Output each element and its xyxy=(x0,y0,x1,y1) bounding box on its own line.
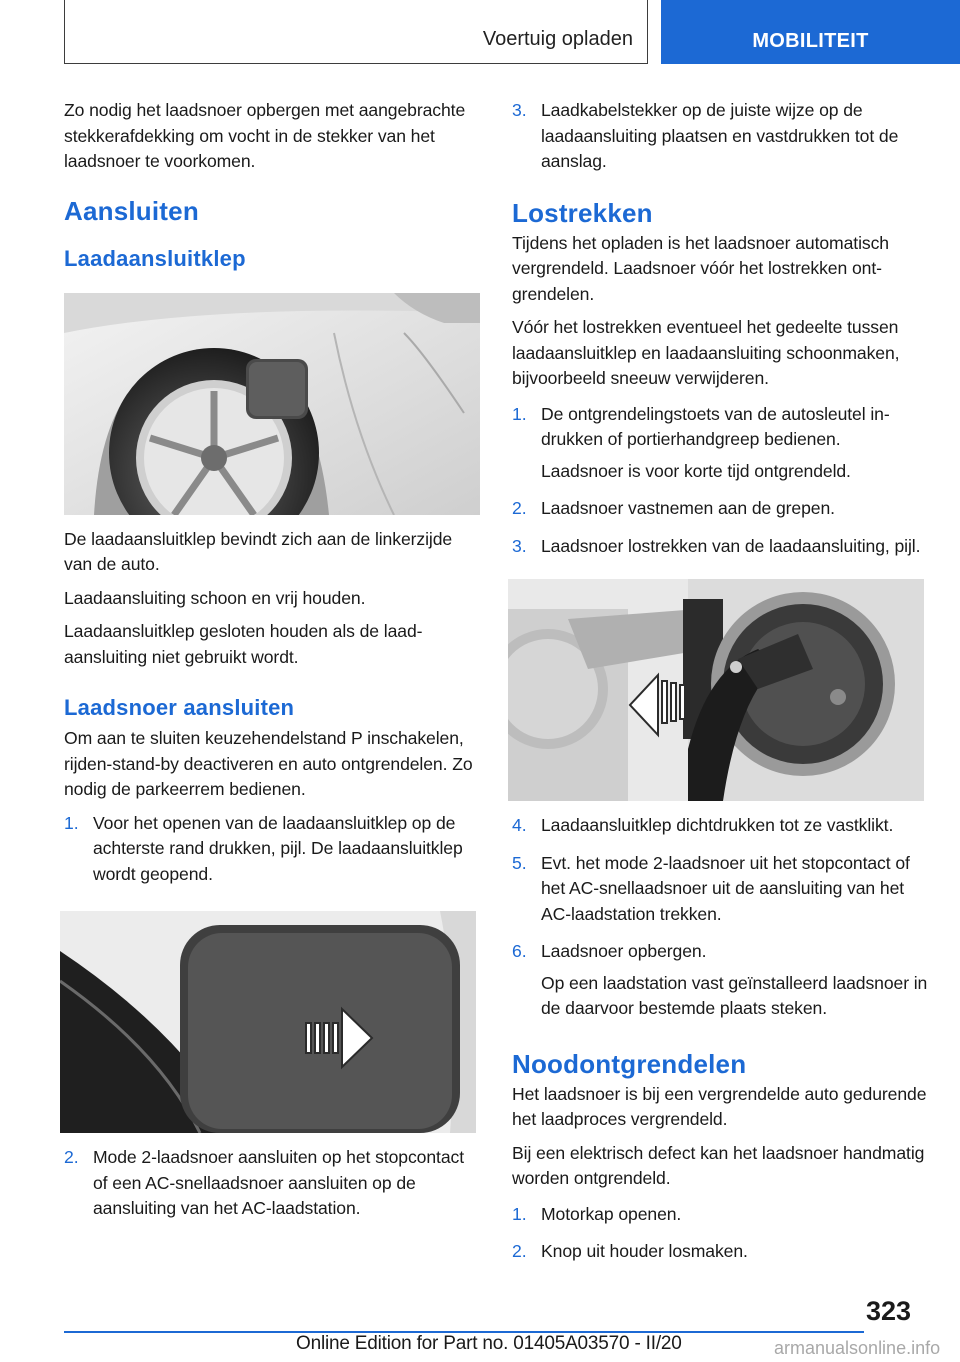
list-item xyxy=(512,1239,928,1271)
step-number: 1. xyxy=(64,812,79,833)
chapter-tab[interactable]: MOBILITEIT xyxy=(661,0,960,64)
step-number: 3. xyxy=(512,100,527,120)
list-item xyxy=(512,402,928,491)
footer-edition: Online Edition for Part no. 01405A03570 - II/20 xyxy=(296,1333,682,1354)
plug-pull-image xyxy=(508,579,924,801)
left-column xyxy=(64,98,480,1234)
watermark: armanualsonline.info xyxy=(774,1338,941,1358)
list-item xyxy=(64,811,480,894)
step-number: 2. xyxy=(512,498,527,518)
list-item xyxy=(512,98,928,181)
flap-arrow-image xyxy=(60,911,476,1133)
step-number: 1. xyxy=(512,403,527,424)
step-text: Evt. het mode 2-laadsnoer uit het stopcontact of het AC-snellaadsnoer uit de aansluiting van het AC-laadstation trekken. xyxy=(541,852,910,924)
paragraph-locked: Tijdens het opladen is het laadsnoer automatisch vergrendeld. Laadsnoer vóór het lostrekken ontgrendelen. xyxy=(512,232,889,304)
list-item xyxy=(512,851,928,934)
paragraph-location: De laadaansluitklep bevindt zich aan de linkerzijde van de auto. xyxy=(64,528,453,574)
step-text: Mode 2-laadsnoer aansluiten op het stopcontact of een AC-snellaadsnoer aansluiten op de aansluiting van het AC-laadstation. xyxy=(93,1147,464,1218)
step-text: De ontgrendelingstoets van de autosleutel indrukken of portierhandgreep bedienen. xyxy=(541,403,890,449)
step-text: Laadaansluitklep dichtdrukken tot ze vastklikt. xyxy=(541,815,894,835)
car-side-image xyxy=(64,293,480,515)
paragraph-closed: Laadaansluitklep gesloten houden als de laadaansluiting niet gebruikt wordt. xyxy=(64,621,423,667)
page-number: 323 xyxy=(866,1296,912,1326)
heading-lostrekken: Lostrekken xyxy=(512,197,653,228)
step-number: 4. xyxy=(512,815,527,835)
right-column xyxy=(512,98,928,1277)
header-section-box xyxy=(64,0,648,64)
flap-arrow-illustration xyxy=(60,911,476,1133)
paragraph-locked-during: Het laadsnoer is bij een vergrendelde auto gedurende het laadproces vergrendeld. xyxy=(512,1083,927,1129)
paragraph-electric-defect: Bij een elektrisch defect kan het laadsnoer handmatig worden ontgrendeld. xyxy=(512,1142,925,1188)
car-side-illustration xyxy=(64,293,480,515)
step-number: 2. xyxy=(64,1147,79,1167)
list-item xyxy=(512,813,928,845)
step-text: Laadsnoer opbergen. xyxy=(541,941,707,961)
paragraph-connect-intro: Om aan te sluiten keuzehendelstand P inschakelen, rijden-stand-by deactiveren en auto ontgrendelen. Zo nodig de parkeerrem bedienen. xyxy=(64,728,473,799)
plug-pull-illustration xyxy=(508,579,924,801)
step-text: Laadsnoer lostrekken van de laadaansluiting, pijl. xyxy=(541,535,921,556)
step-text: Motorkap openen. xyxy=(541,1203,682,1224)
section-title: Voertuig opladen xyxy=(482,28,633,50)
step-subtext: Op een laadstation vast geïnstalleerd laadsnoer in de daarvoor bestemde plaats steken. xyxy=(541,972,928,1018)
step-number: 1. xyxy=(512,1203,527,1224)
intro-paragraph: Zo nodig het laadsnoer opbergen met aangebrachte stekkerafdekking om vocht in de stekker van het laadsnoer te voorkomen. xyxy=(64,100,466,171)
step-number: 2. xyxy=(512,1241,527,1261)
list-item xyxy=(512,496,928,528)
step-number: 3. xyxy=(512,535,527,556)
step-text: Laadkabelstekker op de juiste wijze op de laadaansluiting plaatsen en vastdrukken tot de aanslag. xyxy=(541,100,899,171)
heading-noodontgrendelen: Noodontgrendelen xyxy=(512,1048,747,1079)
step-text: Laadsnoer vastnemen aan de grepen. xyxy=(541,498,835,518)
step-number: 6. xyxy=(512,941,527,961)
step-subtext: Laadsnoer is voor korte tijd ontgrendeld. xyxy=(541,460,851,481)
heading-aansluiten: Aansluiten xyxy=(64,195,199,226)
list-item xyxy=(512,534,928,566)
list-item xyxy=(64,1145,480,1228)
step-number: 5. xyxy=(512,852,527,873)
paragraph-clean: Laadaansluiting schoon en vrij houden. xyxy=(64,587,366,608)
list-item xyxy=(512,1202,928,1234)
heading-laadaansluitklep: Laadaansluitklep xyxy=(64,245,246,271)
list-item xyxy=(512,939,928,1028)
heading-laadsnoer-aansluiten: Laadsnoer aansluiten xyxy=(64,695,295,720)
step-text: Knop uit houder losmaken. xyxy=(541,1241,748,1261)
step-text: Voor het openen van de laadaansluitklep op de achterste rand drukken, pijl. De laadaansluitklep wordt geopend. xyxy=(93,812,463,884)
paragraph-clean-before: Vóór het lostrekken eventueel het gedeelte tussen laadaansluitklep en laadaansluiting schoonmaken, bijvoorbeeld sneeuw verwijderen. xyxy=(512,317,900,388)
